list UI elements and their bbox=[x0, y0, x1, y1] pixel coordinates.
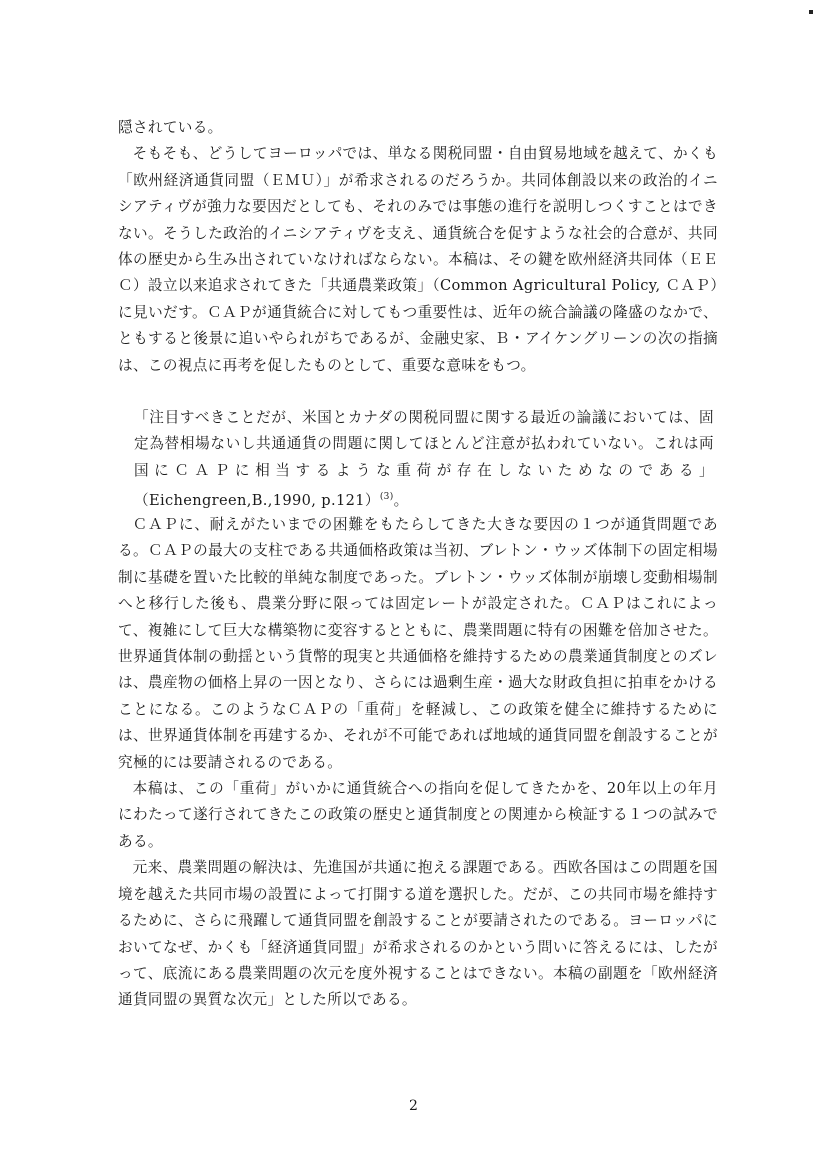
continuation-line: 隠されている。 bbox=[118, 119, 223, 136]
quote-paragraph bbox=[134, 405, 714, 514]
main-paragraph-3: 元来、農業問題の解決は、先進国が共通に抱える課題である。西欧各国はこの問題を国境を越えた共同市場の設置によって打開する道を選択した。だが、この共同市場を維持するために、さらに飛躍して通貨同盟を創設することが要請されたのである。ヨーロッパにおいてなぜ、かくも「経済通貨同盟」が希求されるのかという問いに答えるには、したがって、底流にある農業問題の次元を度外視することはできない。本稿の副題を「欧州経済通貨同盟の異質な次元」とした所以である。 bbox=[118, 859, 718, 1009]
block-quote bbox=[134, 405, 714, 514]
intro-section bbox=[118, 115, 718, 379]
main-paragraph-1: ＣＡＰに、耐えがたいまでの困難をもたらしてきた大きな要因の１つが通貨問題である。ＣＡＰの最大の支柱である共通価格政策は当初、ブレトン・ウッズ体制下の固定相場制に基礎を置いた比較的単純な制度であった。ブレトン・ウッズ体制が崩壊し変動相場制へと移行した後も、農業分野に限っては固定レートが設定された。ＣＡＰはこれによって、複雑にして巨大な構築物に変容するとともに、農業問題に特有の困難を倍加させた。世界通貨体制の動揺という貨幣的現実と共通価格を維持するための農業通貨制度とのズレは、農産物の価格上昇の一因となり、さらには過剰生産・過大な財政負担に拍車をかけることになる。このようなＣＡＰの「重荷」を軽減し、この政策を健全に維持するためには、世界通貨体制を再建するか、それが不可能であれば地域的通貨同盟を創設することが究極的には要請されるのである。 bbox=[118, 516, 718, 771]
main-section bbox=[118, 512, 718, 1014]
main-paragraph-2: 本稿は、この「重荷」がいかに通貨統合への指向を促してきたかを、20年以上の年月にわたって遂行されてきたこの政策の歴史と通貨制度との関連から検証する１つの試みである。 bbox=[118, 780, 718, 850]
page-number: 2 bbox=[409, 1098, 418, 1114]
quote-text: 「注目すべきことだが、米国とカナダの関税同盟に関する最近の論議においては、固定為替相場ないし共通通貨の問題に関してほとんど注意が払われていない。これは両国にＣＡＰに相当するような重荷が存在しないためなのである」（Eichengreen,B.,1990, p.121） bbox=[134, 409, 714, 510]
footnote-marker: (3) bbox=[379, 492, 394, 503]
quote-closing: 。 bbox=[393, 492, 409, 510]
intro-paragraph: そもそも、どうしてヨーロッパでは、単なる関税同盟・自由貿易地域を越えて、かくも「欧州経済通貨同盟（ＥＭＵ）」が希求されるのだろうか。共同体創設以来の政治的イニシアティヴが強力な要因だとしても、それのみでは事態の進行を説明しつくすことはできない。そうした政治的イニシアティヴを支え、通貨統合を促すような社会的合意が、共同体の歴史から生み出されていなければならない。本稿は、その鍵を欧州経済共同体（ＥＥＣ）設立以来追求されてきた「共通農業政策」（Common Agricultural Policy, ＣＡＰ）に見いだす。ＣＡＰが通貨統合に対してもつ重要性は、近年の統合論議の隆盛のなかで、ともすると後景に追いやられがちであるが、金融史家、Ｂ・アイケングリーンの次の指摘は、この視点に再考を促したものとして、重要な意味をもつ。 bbox=[118, 145, 718, 374]
scan-mark bbox=[809, 10, 813, 14]
